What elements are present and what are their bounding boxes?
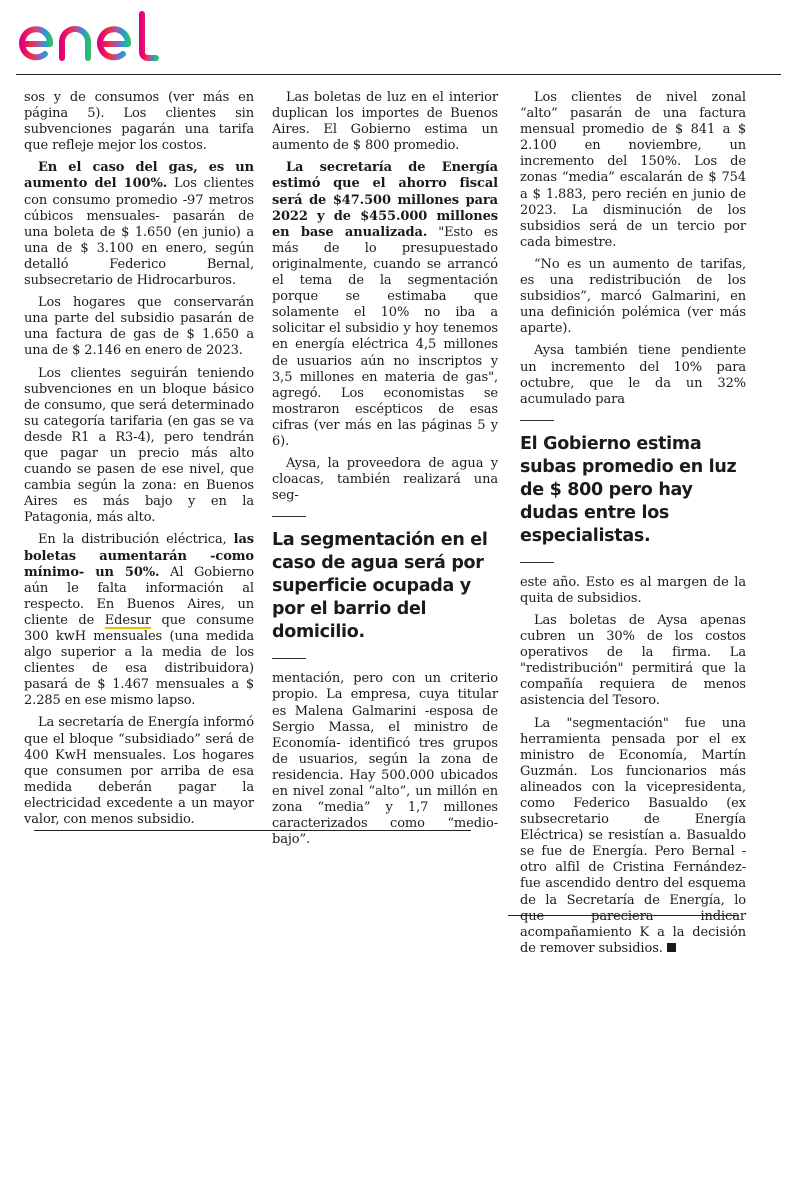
pull-quote [272, 516, 498, 659]
paragraph: Los hogares que conservarán una parte del subsidio pasarán de una factura de gas de $ 1.650 a una de $ 2.146 en enero de 2023. [24, 295, 254, 359]
paragraph-text: Al Gobierno aún le falta información al respecto. En Buenos Aires, un cliente de [24, 564, 254, 628]
header-rule [16, 74, 781, 75]
paragraph: Los clientes de nivel zonal “alto” pasarán de una factura mensual promedio de $ 841 a $ 2.100 en noviembre, un incremento del 150%. Los de zonas “media” escalarán de $ 754 a $ 1.883, pero recién en junio de 2023. La disminución de los subsidios será de un tercio por cada bimestre. [520, 90, 746, 250]
paragraph [24, 160, 254, 289]
enel-logo [16, 8, 176, 68]
paragraph: mentación, pero con un criterio propio. La empresa, cuya titular es Malena Galmarini -esposa de Sergio Massa, el ministro de Economía- identificó tres grupos de usuarios, según la zona de residencia. Hay 500.000 ubicados en nivel zonal “alto”, un millón en zona “media” y 1,7 millones caracterizados como “medio-bajo”. [272, 671, 498, 848]
paragraph-text: En la distribución eléctrica, [38, 532, 234, 548]
pull-quote-text: La segmentación en el caso de agua será por superficie ocupada y por el barrio del domicilio. [272, 530, 488, 643]
bold-lead: La secretaría de Energía estimó que el ahorro fiscal será de $47.500 millones para 2022 y de $455.000 millones en base anualizada. [272, 160, 498, 240]
paragraph: sos y de consumos (ver más en página 5). Los clientes sin subvenciones pagarán una tarifa que refleje mejor los costos. [24, 90, 254, 154]
column-1 [24, 90, 254, 828]
paragraph-text: La "segmentación" fue una herramienta pensada por el ex ministro de Economía, Martín Guzmán. Los funcionarios más alineados con la vicepresidenta, como Federico Basualdo (ex subsecretario de Energía Eléctrica) se resistían a. Basualdo se fue de Energía. Pero Bernal -otro alfil de Cristina Fernández- fue ascendido dentro del esquema de la Secretaría de Energía, lo que pareciera indicar acompañamiento K a la decisión de remover subsidios. [520, 715, 746, 956]
bottom-rule-right [508, 915, 739, 916]
column-2 [272, 90, 498, 848]
pull-quote-rule [520, 562, 554, 563]
pull-quote [520, 420, 746, 563]
end-of-article-mark [667, 943, 676, 952]
paragraph: Aysa, la proveedora de agua y cloacas, también realizará una seg- [272, 456, 498, 504]
paragraph: “No es un aumento de tarifas, es una redistribución de los subsidios”, marcó Galmarini, en una definición polémica (ver más aparte). [520, 256, 746, 337]
highlighted-term: Edesur [104, 612, 151, 628]
paragraph: este año. Esto es al margen de la quita de subsidios. [520, 574, 746, 606]
paragraph: La secretaría de Energía informó que el bloque “subsidiado” será de 400 KwH mensuales. Los hogares que consumen por arriba de esa medida deberán pagar la electricidad excedente a un mayor valor, con menos subsidio. [24, 715, 254, 828]
pull-quote-rule [272, 658, 306, 659]
bold-lead: las boletas aumentarán -como mínimo- un 50%. [24, 532, 254, 580]
paragraph: Las boletas de Aysa apenas cubren un 30% de los costos operativos de la firma. La "redistribución" permitirá que la compañía requiera de menos asistencia del Tesoro. [520, 612, 746, 709]
paragraph-text: Los clientes con consumo promedio -97 metros cúbicos mensuales- pasarán de una boleta de $ 1.650 (en junio) a una de $ 3.100 en enero, según detalló Federico Bernal, subsecretario de Hidrocarburos. [24, 176, 254, 289]
paragraph [24, 532, 254, 709]
paragraph [520, 716, 746, 957]
pull-quote-rule [272, 516, 306, 517]
paragraph: Las boletas de luz en el interior duplican los importes de Buenos Aires. El Gobierno estima un aumento de $ 800 promedio. [272, 90, 498, 154]
column-3 [520, 90, 746, 957]
paragraph-text: "Esto es más de lo presupuestado originalmente, cuando se arrancó el tema de la segmentación porque se estimaba que solamente el 10% no iba a solicitar el subsidio y hoy tenemos en energía eléctrica 4,5 millones de usuarios aún no inscriptos y 3,5 millones en materia de gas", agregó. Los economistas se mostraron escépticos de esas cifras (ver más en las páginas 5 y 6). [272, 224, 498, 449]
paragraph-text: que consume 300 kwH mensuales (una medida algo superior a la media de los clientes de esa distribuidora) pasará de $ 1.467 mensuales a $ 2.285 en ese mismo lapso. [24, 612, 254, 709]
bold-lead: En el caso del gas, es un aumento del 100%. [24, 160, 254, 192]
pull-quote-rule [520, 420, 554, 421]
paragraph: Los clientes seguirán teniendo subvenciones en un bloque básico de consumo, que será determinado su categoría tarifaria (en gas se va desde R1 a R3-4), pero tendrán que pagar un precio más alto cuando se pasen de ese nivel, que cambia según la zona: en Buenos Aires es más bajo y en la Patagonia, más alto. [24, 365, 254, 526]
paragraph [272, 160, 498, 450]
paragraph: Aysa también tiene pendiente un incremento del 10% para octubre, que le da un 32% acumulado para [520, 343, 746, 407]
pull-quote-text: El Gobierno estima subas promedio en luz de $ 800 pero hay dudas entre los especialistas. [520, 433, 737, 546]
